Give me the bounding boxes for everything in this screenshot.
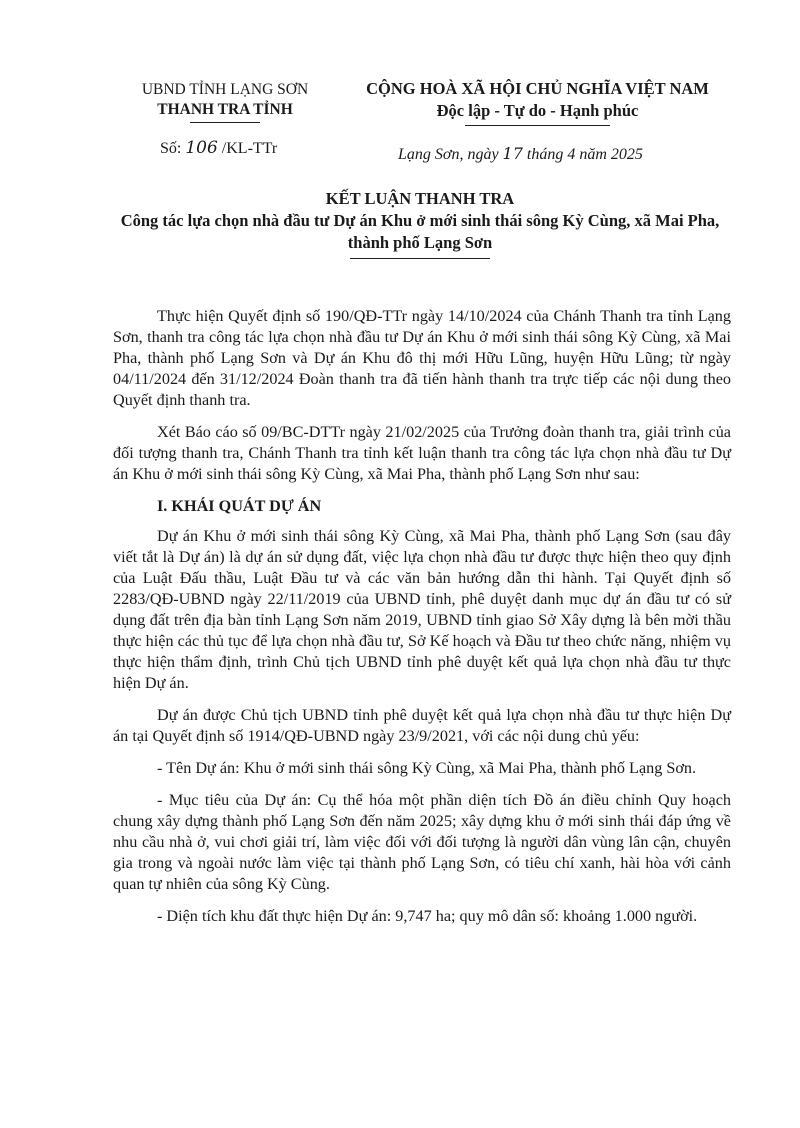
paragraph-decision: Thực hiện Quyết định số 190/QĐ-TTr ngày 14/10/2024 của Chánh Thanh tra tỉnh Lạng Sơn, thanh tra công tác lựa chọn nhà đầu tư Dự án Khu ở mới sinh thái sông Kỳ Cùng, xã Mai Pha, thành phố Lạng Sơn và Dự án Khu đô thị mới Hữu Lũng, huyện Hữu Lũng; từ ngày 04/11/2024 đến 31/12/2024 Đoàn thanh tra đã tiến hành thanh tra trực tiếp các nội dung theo Quyết định thanh tra. [113, 307, 731, 409]
title-underline [350, 258, 490, 259]
document-subtitle: Công tác lựa chọn nhà đầu tư Dự án Khu ở mới sinh thái sông Kỳ Cùng, xã Mai Pha, thành phố Lạng Sơn [120, 211, 720, 252]
date-day-handwritten: 17 [502, 144, 523, 163]
document-number-handwritten: 106 [185, 138, 218, 158]
document-number [160, 138, 277, 158]
paragraph-report: Xét Báo cáo số 09/BC-DTTr ngày 21/02/2025 của Trưởng đoàn thanh tra, giải trình của đối tượng thanh tra, Chánh Thanh tra tỉnh kết luận thanh tra công tác lựa chọn nhà đầu tư Dự án Khu ở mới sinh thái sông Kỳ Cùng, xã Mai Pha, thành phố Lạng Sơn như sau: [113, 423, 731, 483]
paragraph-approval: Dự án được Chủ tịch UBND tỉnh phê duyệt kết quả lựa chọn nhà đầu tư thực hiện Dự án tại Quyết định số 1914/QĐ-UBND ngày 23/9/2021, với các nội dung chủ yếu: [113, 706, 731, 745]
document-body [113, 306, 731, 927]
issuer-header [125, 80, 325, 123]
date-prefix: Lạng Sơn, ngày [398, 146, 503, 163]
national-header [335, 78, 740, 126]
office-name: THANH TRA TỈNH [157, 101, 293, 118]
document-number-suffix: /KL-TTr [217, 140, 278, 157]
agency-name: UBND TỈNH LẠNG SƠN [141, 81, 309, 98]
national-motto: Độc lập - Tự do - Hạnh phúc [436, 101, 639, 120]
title-block [110, 188, 730, 259]
motto-underline [465, 125, 610, 126]
date-suffix: tháng 4 năm 2025 [522, 146, 643, 163]
bullet-project-name: - Tên Dự án: Khu ở mới sinh thái sông Kỳ Cùng, xã Mai Pha, thành phố Lạng Sơn. [157, 759, 697, 777]
bullet-project-area: - Diện tích khu đất thực hiện Dự án: 9,747 ha; quy mô dân số: khoảng 1.000 người. [157, 907, 698, 925]
section-heading-overview: I. KHÁI QUÁT DỰ ÁN [157, 497, 322, 515]
document-title: KẾT LUẬN THANH TRA [325, 189, 515, 208]
document-date [398, 144, 643, 164]
bullet-project-objective: - Mục tiêu của Dự án: Cụ thể hóa một phần diện tích Đồ án điều chỉnh Quy hoạch chung xây dựng thành phố Lạng Sơn đến năm 2025; xây dựng khu ở mới sinh thái đáp ứng về nhu cầu nhà ở, vui chơi giải trí, làm việc đối với đối tượng là người dân vùng lân cận, chuyên gia trong và ngoài nước làm việc tại thành phố Lạng Sơn, có tiêu chí xanh, hài hòa với cảnh quan tự nhiên của sông Kỳ Cùng. [113, 791, 731, 893]
nation-name: CỘNG HOÀ XÃ HỘI CHỦ NGHĨA VIỆT NAM [366, 79, 709, 98]
office-underline [190, 122, 260, 123]
document-number-prefix: Số: [160, 140, 186, 157]
paragraph-project-overview: Dự án Khu ở mới sinh thái sông Kỳ Cùng, xã Mai Pha, thành phố Lạng Sơn (sau đây viết tắt là Dự án) là dự án sử dụng đất, việc lựa chọn nhà đầu tư được thực hiện theo quy định của Luật Đấu thầu, Luật Đầu tư và các văn bản hướng dẫn thi hành. Tại Quyết định số 2283/QĐ-UBND ngày 22/11/2019 của UBND tỉnh, phê duyệt danh mục dự án đầu tư có sử dụng đất trên địa bàn tỉnh Lạng Sơn năm 2019, UBND tỉnh giao Sở Xây dựng là bên mời thầu thực hiện các thủ tục để lựa chọn nhà đầu tư, Sở Kế hoạch và Đầu tư theo chức năng, nhiệm vụ thực hiện thẩm định, trình Chủ tịch UBND tỉnh phê duyệt kết quả lựa chọn nhà đầu tư thực hiện Dự án. [113, 527, 731, 692]
